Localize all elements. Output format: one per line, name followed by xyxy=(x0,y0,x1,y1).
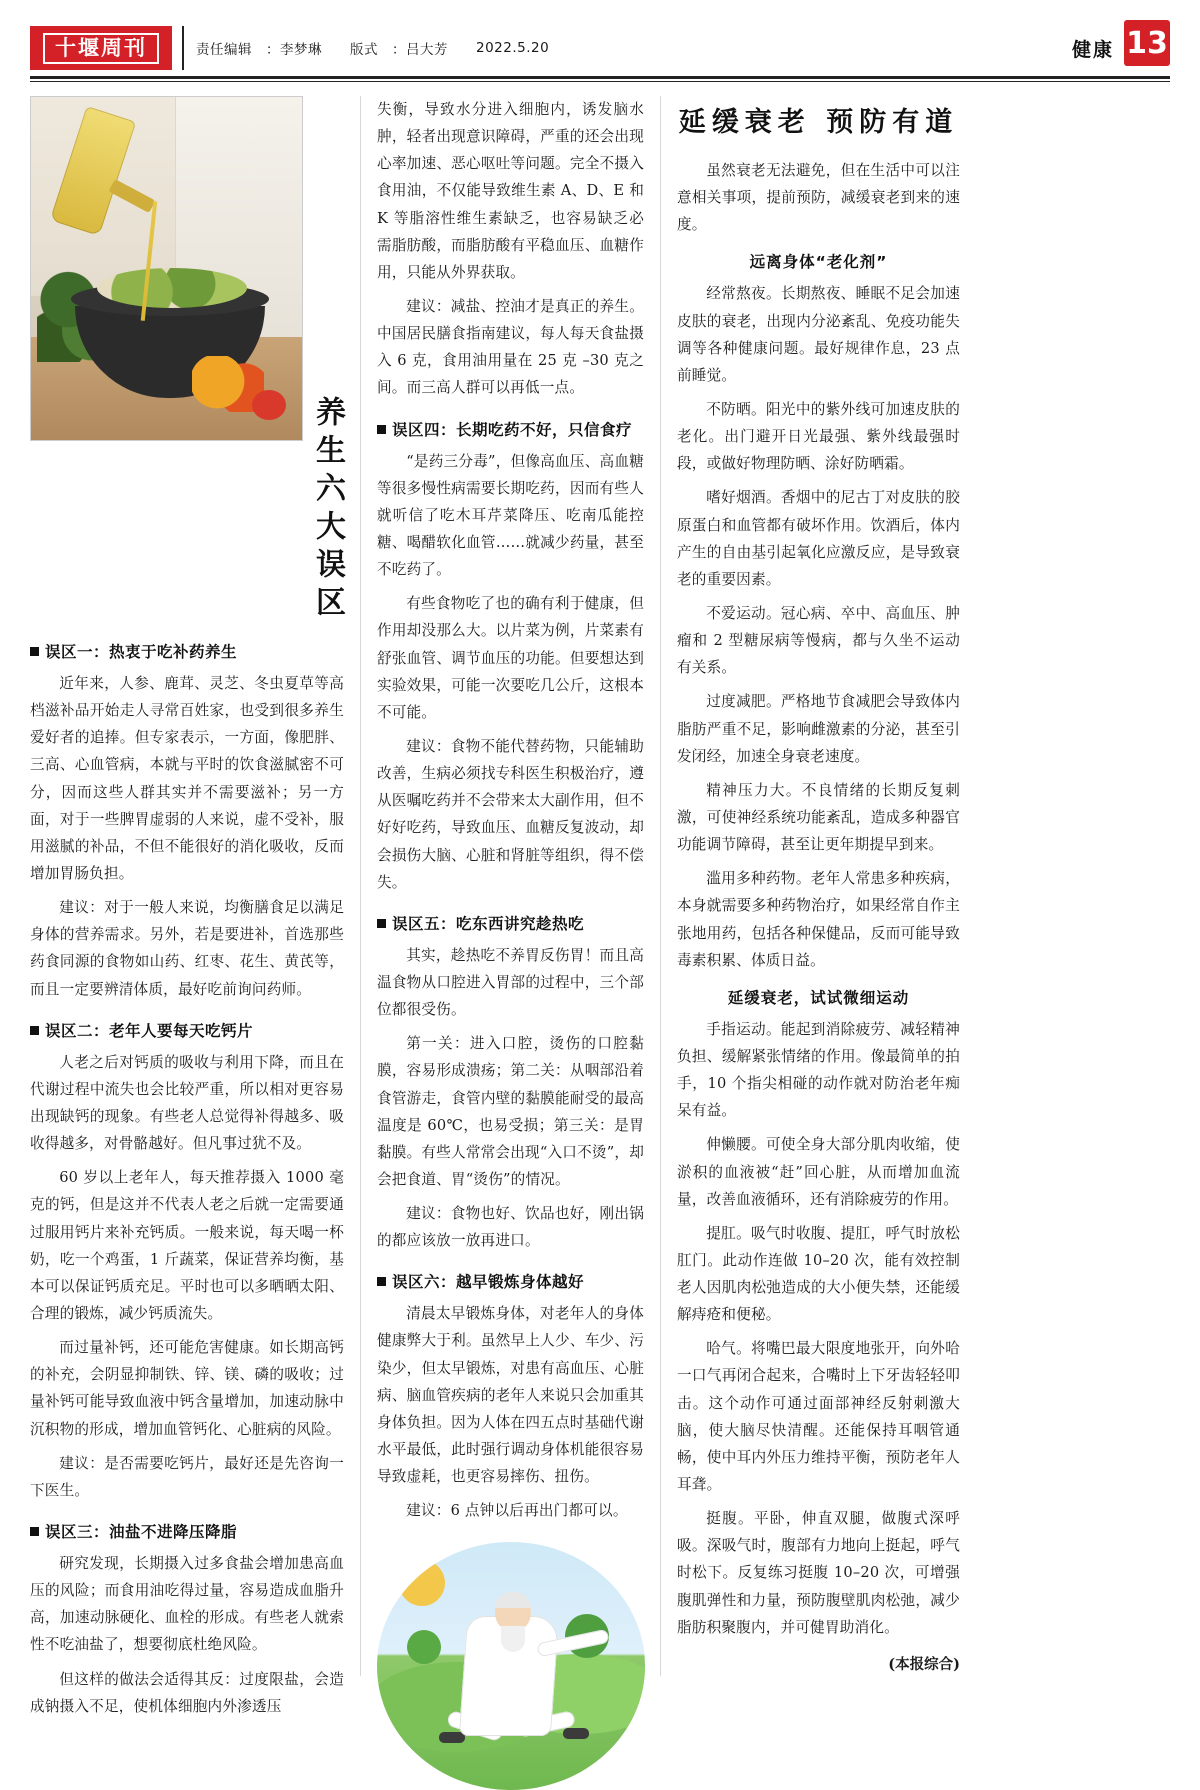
section-title: 健康 xyxy=(1071,38,1114,61)
photo-and-headline xyxy=(30,96,344,624)
paragraph: 而过量补钙，还可能危害健康。如长期高钙的补充，会阴显抑制铁、锌、镁、磷的吸收；过量补钙可能导致血液中钙含量增加，加速动脉中沉积物的形成，增加血管钙化、心脏病的风险。 xyxy=(30,1339,344,1438)
bullet-square-icon xyxy=(30,1527,39,1536)
masthead-section xyxy=(1072,26,1170,70)
section-heading-2: 误区二：老年人要每天吃钙片 xyxy=(30,1019,344,1041)
paragraph: 近年来，人参、鹿茸、灵芝、冬虫夏草等高档滋补品开始走人寻常百姓家，也受到很多养生爱好者的追捧。但专家表示，一方面，像肥胖、三高、心血管病，本就与平时的饮食滋腻密不可分，因而这些人群其实并不需要滋补；另一方面，对于一些脾胃虚弱的人来说，虚不受补，服用滋腻的补品，不但不能很好的消化吸收，反而增加胃肠负担。 xyxy=(30,675,344,882)
paragraph-continued: 失衡，导致水分进入细胞内，诱发脑水肿，轻者出现意识障碍，严重的还会出现心率加速、恶心呕吐等问题。完全不摄入食用油，不仅能导致维生素 A、D、E 和 K 等脂溶性维生素缺乏，也容易缺乏必需脂肪酸，而脂肪酸有平稳血压、血糖作用，只能从外界获取。 xyxy=(377,101,644,281)
paragraph: 提肛。吸气时收腹、提肛，呼气时放松肛门。此动作连做 10–20 次，能有效控制老人因肌肉松弛造成的大小便失禁，还能缓解痔疮和便秘。 xyxy=(677,1224,960,1324)
layout-label: 版式 ：吕大芳 xyxy=(350,42,448,58)
main-headline: 养生六大误区 xyxy=(310,396,345,624)
paragraph: 研究发现，长期摄入过多食盐会增加患高血压的风险；而食用油吃得过量，容易造成血脂升高，加速动脉硬化、血栓的形成。有些老人就索性不吃油盐了，想要彻底杜绝风险。 xyxy=(30,1554,344,1654)
article-credit: (本报综合) xyxy=(888,1655,960,1673)
paragraph: 人老之后对钙质的吸收与利用下降，而且在代谢过程中流失也会比较严重，所以相对更容易出现缺钙的现象。有些老人总觉得补得越多、吸收得越多，对骨骼越好。但凡事过犹不及。 xyxy=(30,1053,344,1153)
issue-date: 2022.5.20 xyxy=(476,40,550,56)
paragraph: 挺腹。平卧，伸直双腿，做腹式深呼吸。深吸气时，腹部有力地向上挺起，呼气时松下。反复练习挺腹 10–20 次，可增强腹肌弹性和力量，预防腹壁肌肉松弛，减少脂肪积聚腹内，并可健胃助消化。 xyxy=(677,1510,960,1636)
masthead-rule-thin xyxy=(30,81,1170,82)
paragraph: 但这样的做法会适得其反：过度限盐，会造成钠摄入不足，使机体细胞内外渗透压 xyxy=(30,1670,344,1715)
bullet-square-icon xyxy=(377,919,386,928)
masthead xyxy=(30,26,1170,70)
lead-photo xyxy=(30,96,303,441)
paragraph: 经常熬夜。长期熬夜、睡眠不足会加速皮肤的衰老，出现内分泌紊乱、免疫功能失调等各种健康问题。最好规律作息，23 点前睡觉。 xyxy=(677,285,960,384)
section-heading-3: 误区三：油盐不进降压降脂 xyxy=(30,1520,344,1542)
editor-label: 责任编辑 ：李梦琳 xyxy=(196,42,322,58)
paragraph-advice: 建议：减盐、控油才是真正的养生。中国居民膳食指南建议，每人每天食盐摄入 6 克，食用油用量在 25 克 –30 克之间。而三高人群可以再低一点。 xyxy=(377,297,644,397)
paragraph: 伸懒腰。可使全身大部分肌肉收缩，使淤积的血液被“赶”回心脏，从而增加血流量，改善血液循环，还有消除疲劳的作用。 xyxy=(677,1136,960,1208)
paragraph: 滥用多种药物。老年人常患多种疾病，本身就需要多种药物治疗，如果经常自作主张地用药，包括各种保健品，反而可能导致毒素积累、体质日益。 xyxy=(677,870,960,969)
subsection-heading-2: 延缓衰老，试试微细运动 xyxy=(727,988,910,1007)
column-one xyxy=(30,96,360,1715)
secondary-headline: 延缓衰老 预防有道 xyxy=(678,107,959,138)
paragraph-advice: 建议：食物也好、饮品也好，刚出锅的都应该放一放再进口。 xyxy=(377,1205,644,1250)
column-two xyxy=(360,96,660,1676)
tree-icon xyxy=(407,1630,441,1664)
paragraph: 有些食物吃了也的确有利于健康，但作用却没那么大。以片菜为例，片菜素有舒张血管、调节血压的功能。但要想达到实验效果，可能一次要吃几公斤，这根本不可能。 xyxy=(377,595,644,721)
paragraph-advice: 建议：对于一般人来说，均衡膳食足以满足身体的营养需求。另外，若是要进补，首选那些药食同源的食物如山药、红枣、花生、黄芪等，而且一定要辨清体质，最好吃前询问药师。 xyxy=(30,899,344,998)
publication-logo-text: 十堰周刊 xyxy=(43,33,159,64)
sun-icon xyxy=(399,1560,445,1606)
paragraph: 虽然衰老无法避免，但在生活中可以注意相关事项，提前预防，减缓衰老到来的速度。 xyxy=(677,162,960,234)
section-heading-4: 误区四：长期吃药不好，只信食疗 xyxy=(377,418,644,440)
paragraph: 过度减肥。严格地节食减肥会导致体内脂肪严重不足，影响雌激素的分泌，甚至引发闭经，加速全身衰老速度。 xyxy=(677,693,960,765)
paragraph: 手指运动。能起到消除疲劳、减轻精神负担、缓解紧张情绪的作用。像最简单的拍手，10 个指尖相碰的动作就对防治老年痴呆有益。 xyxy=(677,1020,960,1120)
paragraph: 清晨太早锻炼身体，对老年人的身体健康弊大于利。虽然早上人少、车少、污染少，但太早锻炼，对患有高血压、心脏病、脑血管疾病的老年人来说只会加重其身体负担。因为人体在四五点时基础代谢水平最低，此时强行调动身体机能很容易导致虚耗，也更容易摔伤、扭伤。 xyxy=(377,1305,644,1486)
paragraph: 精神压力大。不良情绪的长期反复刺激，可使神经系统功能紊乱，造成多种器官功能调节障碍，甚至让更年期提早到来。 xyxy=(677,781,960,854)
taichi-elderly-illustration xyxy=(377,1542,645,1790)
paragraph-advice: 建议：食物不能代替药物，只能辅助改善，生病必须找专科医生积极治疗，遵从医嘱吃药并不会带来太大副作用，但不好好吃药，导致血压、血糖反复波动，却会损伤大脑、心脏和肾脏等组织，得不偿失。 xyxy=(377,737,644,891)
publication-logo xyxy=(30,26,172,70)
paragraph: 不爱运动。冠心病、卒中、高血压、肿瘤和 2 型糖尿病等慢病，都与久坐不运动有关系。 xyxy=(677,604,960,677)
article-columns xyxy=(30,96,1170,1715)
paragraph: 哈气。将嘴巴最大限度地张开，向外哈一口气再闭合起来，合嘴时上下牙齿轻轻叩击。这个动作可通过面部神经反射刺激大脑，使大脑尽快清醒。还能保持耳咽管通畅，使中耳内外压力维持平衡，预防老年人耳聋。 xyxy=(677,1340,960,1494)
masthead-credits xyxy=(182,26,563,70)
column-three xyxy=(660,96,960,1676)
page-number: 13 xyxy=(1124,20,1170,66)
bullet-square-icon xyxy=(377,425,386,434)
paragraph: 60 岁以上老年人，每天推荐摄入 1000 毫克的钙，但是这并不代表人老之后就一定需要通过服用钙片来补充钙质。一般来说，每天喝一杯奶，吃一个鸡蛋，1 斤蔬菜，保证营养均衡，基本可以保证钙质充足。平时也可以多晒晒太阳、合理的锻炼，减少钙质流失。 xyxy=(30,1169,344,1322)
subsection-heading-1: 远离身体“老化剂” xyxy=(749,253,888,272)
paragraph: 其实，趁热吃不养胃反伤胃！而且高温食物从口腔进入胃部的过程中，三个部位都很受伤。 xyxy=(377,946,644,1019)
section-heading-5: 误区五：吃东西讲究趁热吃 xyxy=(377,912,644,934)
section-heading-1: 误区一：热衷于吃补药养生 xyxy=(30,640,344,662)
paragraph: “是药三分毒”，但像高血压、高血糖等很多慢性病需要长期吃药，因而有些人就听信了吃木耳芹菜降压、吃南瓜能控糖、喝醋软化血管……就减少药量，甚至不吃药了。 xyxy=(377,452,644,579)
paragraph-advice: 建议：6 点钟以后再出门都可以。 xyxy=(406,1502,628,1520)
masthead-rule-thick xyxy=(30,76,1170,79)
paragraph: 第一关：进入口腔，烫伤的口腔黏膜，容易形成溃疡；第二关：从咽部沿着食管游走，食管内壁的黏膜能耐受的最高温度是 60℃，也易受损；第三关：是胃黏膜。有些人常常会出现“入口不烫”，却会把食道、胃“烫伤”的情况。 xyxy=(377,1035,644,1188)
paragraph: 不防晒。阳光中的紫外线可加速皮肤的老化。出门避开日光最强、紫外线最强时段，或做好物理防晒、涂好防晒霜。 xyxy=(677,400,960,473)
bullet-square-icon xyxy=(30,647,39,656)
paragraph: 嗜好烟酒。香烟中的尼古丁对皮肤的胶原蛋白和血管都有破坏作用。饮酒后，体内产生的自由基引起氧化应激反应，是导致衰老的重要因素。 xyxy=(677,489,960,588)
section-heading-6: 误区六：越早锻炼身体越好 xyxy=(377,1270,644,1292)
bullet-square-icon xyxy=(377,1277,386,1286)
bullet-square-icon xyxy=(30,1026,39,1035)
paragraph-advice: 建议：是否需要吃钙片，最好还是先咨询一下医生。 xyxy=(30,1454,344,1499)
